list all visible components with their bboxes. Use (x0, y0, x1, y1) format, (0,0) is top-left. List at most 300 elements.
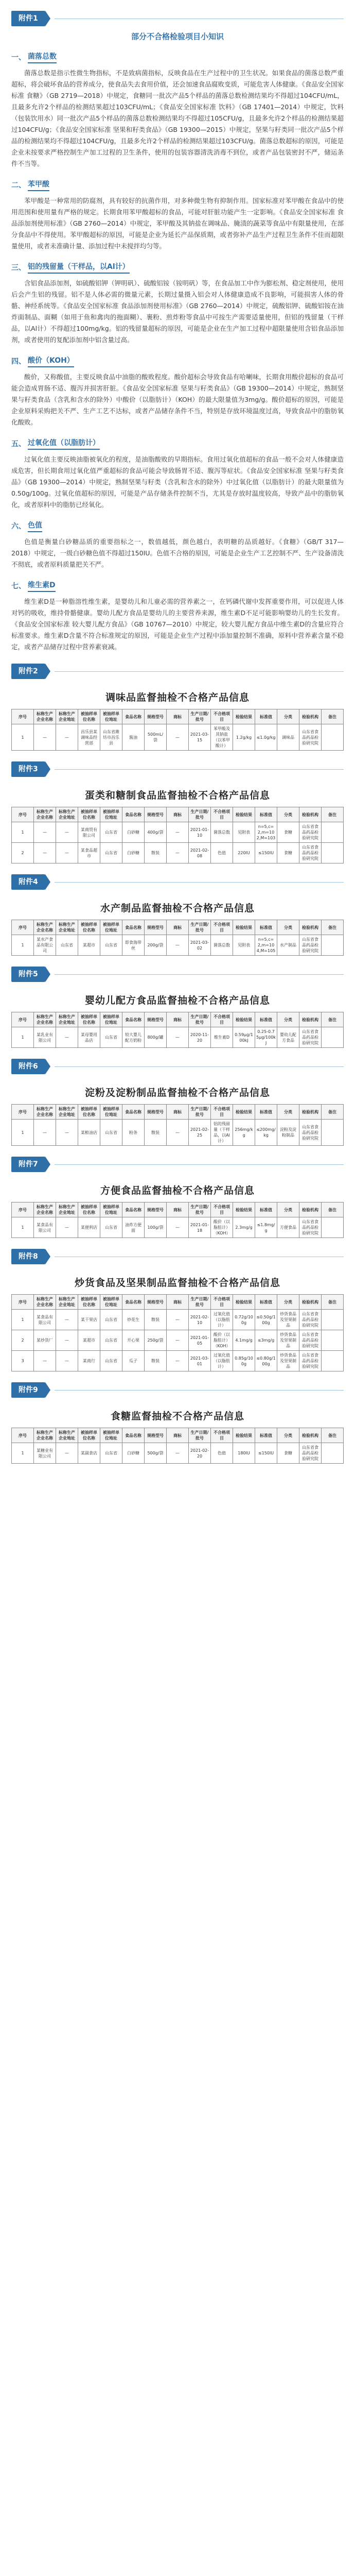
table-header-cell: 分类 (277, 1202, 299, 1217)
table-cell: 色值 (211, 1443, 233, 1464)
table-row (12, 1351, 344, 1371)
table-cell: 100g/袋 (145, 1217, 167, 1238)
table-cell: 2.3mg/g (233, 1217, 255, 1238)
table-cell: — (56, 843, 78, 863)
table-header-cell: 标称生产企业地址 (56, 1428, 78, 1443)
table-header-cell: 检验结果 (233, 807, 255, 822)
table-header-cell: 被抽样单位地址 (100, 1012, 122, 1027)
table-cell: 食糖 (277, 843, 299, 863)
intro-title: 部分不合格检验项目小知识 (131, 32, 224, 41)
table-cell: 开心果 (122, 1330, 145, 1351)
table-cell: 过氧化值（以脂肪计） (211, 1310, 233, 1330)
table-cell: 某粮油店 (78, 1120, 100, 1146)
table-header-cell: 食品名称 (122, 1202, 145, 1217)
table-row (12, 935, 344, 956)
table-cell: 2021-02-10 (189, 1310, 211, 1330)
table-cell: 山东省 (100, 843, 122, 863)
tables-container (11, 662, 344, 1464)
section-number: 一、 (11, 54, 26, 62)
section-heading (11, 355, 344, 367)
table-cell: 山东省食品药品检验研究院 (299, 1351, 322, 1371)
table-cell: — (56, 822, 78, 843)
table-header-cell: 序号 (12, 709, 34, 724)
table-cell: 见附表 (233, 935, 255, 956)
table-cell: 食糖 (277, 822, 299, 843)
table-cell: 食糖 (277, 1443, 299, 1464)
results-table (11, 807, 344, 863)
table-cell: 菌落总数 (211, 935, 233, 956)
table-header-cell: 分类 (277, 920, 299, 935)
table-header-cell: 生产日期/批号 (189, 1295, 211, 1310)
table-header-cell: 序号 (12, 807, 34, 822)
table-cell: 白砂糖 (122, 1443, 145, 1464)
table-header-cell: 标准值 (255, 807, 277, 822)
divider-line (55, 1164, 344, 1165)
table-cell: 256mg/kg (233, 1120, 255, 1146)
table-header-cell: 生产日期/批号 (189, 1202, 211, 1217)
table-cell: 4.1mg/g (233, 1330, 255, 1351)
divider-line (55, 671, 344, 672)
table-cell: 0.25-0.75μg/100kJ (255, 1027, 277, 1048)
section-title: 铝的残留量（干样品，以Al计） (28, 261, 130, 274)
table-header-cell: 商标 (167, 807, 189, 822)
table-header-cell: 不合格项目 (211, 1105, 233, 1120)
table-cell: 0.85g/100g (233, 1351, 255, 1371)
results-table (11, 1104, 344, 1146)
section-heading (11, 261, 344, 274)
table-header-cell: 规格型号 (145, 1012, 167, 1027)
section-title: 过氧化值（以脂肪计） (28, 437, 100, 450)
table-cell: 铝的残留量（干样品，以Al计） (211, 1120, 233, 1146)
table-cell: 散装 (145, 1120, 167, 1146)
results-table (11, 920, 344, 956)
table-cell: 某炒货厂 (34, 1330, 56, 1351)
table-header-cell: 被抽样单位地址 (100, 1202, 122, 1217)
table-header-cell: 序号 (12, 1012, 34, 1027)
section-heading (11, 580, 344, 592)
table-cell: 某食品有限公司 (34, 1217, 56, 1238)
table-header-cell: 检验机构 (299, 1105, 322, 1120)
table-cell: — (34, 822, 56, 843)
table-header-cell: 分类 (277, 807, 299, 822)
table-header-cell: 检验机构 (299, 1202, 322, 1217)
table-cell: n=5,c=2,m=104,M=105 (255, 935, 277, 956)
table-row (12, 1330, 344, 1351)
table-cell: — (56, 1351, 78, 1371)
table-header-cell: 被抽样单位名称 (78, 920, 100, 935)
section-number: 五、 (11, 440, 26, 448)
table-cell: — (34, 843, 56, 863)
table-cell: ≤0.50g/100g (255, 1310, 277, 1330)
table-header-cell: 标称生产企业名称 (34, 1202, 56, 1217)
table-header-cell: 备注 (322, 709, 344, 724)
table-header-cell: 规格型号 (145, 1202, 167, 1217)
section-paragraph: 过氧化值主要反映油脂被氧化的程度，是油脂酸败的早期指标。食用过氧化值超标的食品一般不会对人体健康造成危害，但长期食用过氧化值严重超标的食品可能会导致肠胃不适、腹泻等症状。《食品安全国家标准 坚果与籽类食品》（GB 19300—2014）中规定，熟制坚果与籽类（含乳和含水的除外）中过氧化值（以脂肪计）的最大限量值为0.50g/100g。过氧化值超标的原因，可能是产品存储条件控制不当，尤其是存放时温度较高，导致产品中的脂肪氧化，或者原料中的脂肪已经氧化。 (11, 455, 344, 509)
table-cell: 山东省 (100, 1120, 122, 1146)
table-header-cell: 不合格项目 (211, 807, 233, 822)
table-cell: 白砂糖 (122, 843, 145, 863)
table-header-cell: 检验机构 (299, 1428, 322, 1443)
table-cell: 180IU (233, 1443, 255, 1464)
table-cell: 2021-03-01 (189, 1351, 211, 1371)
divider-line (55, 974, 344, 975)
attachment-header (11, 1057, 344, 1076)
table-cell: 山东省 (100, 1217, 122, 1238)
section-title: 苯甲酸 (28, 179, 49, 191)
table-header-cell: 生产日期/批号 (189, 807, 211, 822)
attachment-tag: 附件1 (11, 11, 45, 26)
table-card (11, 873, 344, 956)
table-cell: 2021-01-18 (189, 1217, 211, 1238)
attachment-header (11, 1247, 344, 1266)
divider-line (55, 1066, 344, 1067)
table-header-row (12, 920, 344, 935)
results-table (11, 1202, 344, 1238)
table-header-cell: 备注 (322, 807, 344, 822)
table-header-cell: 被抽样单位地址 (100, 1295, 122, 1310)
table-cell: 山东省食品药品检验研究院 (299, 724, 322, 751)
table-header-cell: 序号 (12, 1428, 34, 1443)
table-header-cell: 备注 (322, 1012, 344, 1027)
table-title: 方便食品监督抽检不合格产品信息 (100, 1185, 255, 1196)
table-header-cell: 被抽样单位名称 (78, 1428, 100, 1443)
table-cell: 方便食品 (277, 1217, 299, 1238)
section-heading (11, 51, 344, 63)
table-cell: — (56, 1330, 78, 1351)
table-cell: 某副食店 (78, 1443, 100, 1464)
table-cell (322, 822, 344, 843)
table-header-cell: 标称生产企业地址 (56, 1295, 78, 1310)
results-table (11, 1012, 344, 1048)
table-row (12, 1310, 344, 1330)
table-cell: 山东省 (100, 1351, 122, 1371)
table-header-cell: 商标 (167, 709, 189, 724)
table-cell: 山东省 (100, 822, 122, 843)
table-header-cell: 序号 (12, 1105, 34, 1120)
table-row (12, 1120, 344, 1146)
table-cell (322, 1120, 344, 1146)
table-cell: 山东省 (100, 935, 122, 956)
table-header-cell: 商标 (167, 1012, 189, 1027)
table-cell: 某超市 (78, 935, 100, 956)
table-cell: 炒花生 (122, 1310, 145, 1330)
table-cell: 炒货食品及坚果制品 (277, 1310, 299, 1330)
table-card (11, 760, 344, 863)
table-header-cell: 标称生产企业名称 (34, 1428, 56, 1443)
table-header-cell: 检验结果 (233, 1295, 255, 1310)
table-header-cell: 被抽样单位地址 (100, 1105, 122, 1120)
table-title: 淀粉及淀粉制品监督抽检不合格产品信息 (84, 1087, 270, 1098)
table-cell: 山东省 (100, 1330, 122, 1351)
table-cell: ≤0.80g/100g (255, 1351, 277, 1371)
table-cell: — (167, 935, 189, 956)
table-cell: — (56, 724, 78, 751)
table-cell: 见附表 (233, 822, 255, 843)
table-cell: 维生素D (211, 1027, 233, 1048)
table-cell: 2021-02-25 (189, 1120, 211, 1146)
table-row (12, 843, 344, 863)
table-header-cell: 被抽样单位地址 (100, 709, 122, 724)
attachment-header (11, 662, 344, 681)
table-header-cell: 标称生产企业名称 (34, 1012, 56, 1027)
attachment-header (11, 760, 344, 778)
table-cell: 1 (12, 935, 34, 956)
table-header-cell: 商标 (167, 1105, 189, 1120)
table-cell: — (34, 1351, 56, 1371)
table-cell: 山东省食品药品检验研究院 (299, 822, 322, 843)
table-cell: ≤200mg/kg (255, 1120, 277, 1146)
table-header-cell: 规格型号 (145, 807, 167, 822)
table-header-cell: 不合格项目 (211, 1428, 233, 1443)
section-paragraph: 酸价，又称酸值，主要反映食品中油脂的酸败程度。酸价超标会导致食品有哈喇味，长期食用酸价超标的食品可能会造成胃肠不适、腹泻并损害肝脏。《食品安全国家标准 坚果与籽类食品》（GB 19300—2014）中规定，熟制坚果与籽类食品（含乳和含水的除外）中酸价（以脂肪计）（KOH）的最大限量值为3mg/g。酸价超标的原因，可能是企业原料采购把关不严、生产工艺不达标，或者产品储存条件不当，特别是存放环境温度过高，导致食品中的脂肪氧化酸败。 (11, 373, 344, 426)
table-cell: 调味品 (277, 724, 299, 751)
table-cell (322, 935, 344, 956)
table-cell: — (167, 1351, 189, 1371)
divider-line (55, 1390, 344, 1391)
table-cell: 油炸方便面 (122, 1217, 145, 1238)
attachment-tag: 附件6 (11, 1059, 45, 1074)
table-cell: — (167, 1217, 189, 1238)
table-cell: — (167, 822, 189, 843)
table-cell: 苯甲酸及其钠盐（以苯甲酸计） (211, 724, 233, 751)
table-header-cell: 商标 (167, 1202, 189, 1217)
table-cell: 某糖业有限公司 (34, 1443, 56, 1464)
attachment-header (11, 1155, 344, 1174)
table-header-cell: 规格型号 (145, 920, 167, 935)
section-heading (11, 179, 344, 191)
table-header-cell: 序号 (12, 920, 34, 935)
attachment-tag: 附件2 (11, 664, 45, 679)
table-cell: 色值 (211, 843, 233, 863)
table-cell: 炒货食品及坚果制品 (277, 1330, 299, 1351)
section-heading (11, 520, 344, 532)
table-cell: 较大婴儿配方奶粉 (122, 1027, 145, 1048)
table-header-cell: 食品名称 (122, 1105, 145, 1120)
table-cell (322, 1217, 344, 1238)
table-cell: 山东省食品药品检验研究院 (299, 1443, 322, 1464)
table-title: 调味品监督抽检不合格产品信息 (105, 692, 250, 703)
table-header-cell: 标称生产企业地址 (56, 1012, 78, 1027)
attachment-header (11, 1381, 344, 1399)
table-cell (322, 724, 344, 751)
attachment-header (11, 873, 344, 891)
section-title: 维生素D (28, 580, 56, 592)
table-header-cell: 食品名称 (122, 1428, 145, 1443)
table-header-cell: 规格型号 (145, 1105, 167, 1120)
table-cell: 炒货食品及坚果制品 (277, 1351, 299, 1371)
table-cell: 220IU (233, 843, 255, 863)
table-cell: — (167, 1027, 189, 1048)
table-cell (322, 1310, 344, 1330)
table-header-row (12, 1202, 344, 1217)
table-cell: 1 (12, 1120, 34, 1146)
attachment-tag: 附件5 (11, 967, 45, 982)
table-cell: 山东省食品药品检验研究院 (299, 843, 322, 863)
table-cell: ≤150IU (255, 1443, 277, 1464)
table-cell: — (56, 1217, 78, 1238)
table-cell: 2 (12, 843, 34, 863)
table-cell: 某干果店 (78, 1310, 100, 1330)
table-row (12, 724, 344, 751)
table-cell: 淀粉及淀粉制品 (277, 1120, 299, 1146)
table-header-cell: 分类 (277, 709, 299, 724)
table-cell: 2021-02-20 (189, 1443, 211, 1464)
table-card (11, 1057, 344, 1146)
table-header-row (12, 1428, 344, 1443)
table-cell: 酱油 (122, 724, 145, 751)
table-cell: 婴幼儿配方食品 (277, 1027, 299, 1048)
section-number: 六、 (11, 522, 26, 531)
table-cell: 2020-11-20 (189, 1027, 211, 1048)
table-cell: 1 (12, 1310, 34, 1330)
table-header-cell: 备注 (322, 1428, 344, 1443)
table-header-cell: 检验机构 (299, 920, 322, 935)
table-header-cell: 食品名称 (122, 807, 145, 822)
table-cell: 2 (12, 1330, 34, 1351)
table-title: 食糖监督抽检不合格产品信息 (110, 1411, 244, 1422)
table-header-cell: 检验结果 (233, 709, 255, 724)
table-cell: 山东省 (100, 1310, 122, 1330)
table-header-cell: 标准值 (255, 1105, 277, 1120)
table-cell: 1 (12, 1443, 34, 1464)
table-cell: 菌落总数 (211, 822, 233, 843)
table-header-cell: 备注 (322, 1105, 344, 1120)
table-cell: — (56, 1027, 78, 1048)
table-header-cell: 备注 (322, 920, 344, 935)
table-cell: 山东省食品药品检验研究院 (299, 935, 322, 956)
table-header-cell: 检验机构 (299, 807, 322, 822)
table-card (11, 1155, 344, 1238)
table-cell: 2021-02-08 (189, 843, 211, 863)
divider-line (55, 882, 344, 883)
table-header-cell: 检验机构 (299, 709, 322, 724)
table-header-cell: 标称生产企业名称 (34, 1295, 56, 1310)
table-cell: 山东省 (100, 1027, 122, 1048)
table-header-cell: 分类 (277, 1012, 299, 1027)
table-cell: 某超市 (78, 1330, 100, 1351)
table-card (11, 965, 344, 1048)
table-cell: 某水产食品有限公司 (34, 935, 56, 956)
table-cell: 某食品超市 (78, 843, 100, 863)
attachment-header-1 (11, 9, 344, 28)
table-cell: 某便利店 (78, 1217, 100, 1238)
table-header-cell: 标称生产企业地址 (56, 807, 78, 822)
table-header-cell: 被抽样单位地址 (100, 1428, 122, 1443)
table-cell: 白砂糖 (122, 822, 145, 843)
table-header-cell: 商标 (167, 1295, 189, 1310)
table-header-cell: 标称生产企业地址 (56, 1105, 78, 1120)
table-header-cell: 不合格项目 (211, 1202, 233, 1217)
table-header-cell: 标准值 (255, 709, 277, 724)
table-cell: 400g/袋 (145, 822, 167, 843)
table-cell: ≤3mg/g (255, 1330, 277, 1351)
section-heading (11, 437, 344, 450)
table-cell: 过氧化值（以脂肪计） (211, 1351, 233, 1371)
table-cell: 散装 (145, 1310, 167, 1330)
table-cell: 瓜子 (122, 1351, 145, 1371)
table-cell: — (167, 843, 189, 863)
table-row (12, 822, 344, 843)
table-cell: 即食海带丝 (122, 935, 145, 956)
table-cell (322, 1443, 344, 1464)
table-header-cell: 食品名称 (122, 920, 145, 935)
table-header-cell: 标准值 (255, 920, 277, 935)
table-header-cell: 标称生产企业名称 (34, 709, 56, 724)
table-header-cell: 被抽样单位地址 (100, 807, 122, 822)
table-header-row (12, 1012, 344, 1027)
attachment-tag: 附件4 (11, 874, 45, 890)
section-title: 色值 (28, 520, 42, 532)
table-header-cell: 生产日期/批号 (189, 1012, 211, 1027)
table-header-cell: 商标 (167, 920, 189, 935)
table-header-cell: 被抽样单位名称 (78, 1295, 100, 1310)
table-header-cell: 被抽样单位名称 (78, 1012, 100, 1027)
table-card (11, 1247, 344, 1371)
results-table (11, 1428, 344, 1464)
section-paragraph: 含铝食品添加剂，如硫酸铝钾（钾明矾）、硫酸铝铵（铵明矾）等，在食品加工中作为膨松剂、稳定剂使用，使用后会产生铝的残留。铝不是人体必需的微量元素，长期过量摄入铝会对人体健康造成不良影响，可能损害人体的骨骼、神经系统等。《食品安全国家标准 食品添加剂使用标准》（GB 2760—2014）中规定，硫酸铝钾、硫酸铝铵在油炸面制品、面糊（如用于鱼和禽肉的拖面糊）、裹粉、煎炸粉等食品中可按生产需要适量使用，但铝的残留量（干样品，以Al计）不得超过100mg/kg。铝的残留量超标的原因，可能是企业在生产加工过程中超限量使用含铝食品添加剂，或者使用的复配添加剂中铝含量过高。 (11, 279, 344, 344)
table-cell: — (56, 1120, 78, 1146)
table-cell: 0.59μg/100kJ (233, 1027, 255, 1048)
table-card (11, 662, 344, 751)
table-header-cell: 标称生产企业名称 (34, 1105, 56, 1120)
table-header-cell: 规格型号 (145, 1428, 167, 1443)
table-header-cell: 规格型号 (145, 709, 167, 724)
attachment-tag: 附件9 (11, 1382, 45, 1398)
section-title: 酸价（KOH） (28, 355, 74, 367)
table-cell: 0.72g/100g (233, 1310, 255, 1330)
table-cell: — (56, 1310, 78, 1330)
table-cell: 某商行 (78, 1351, 100, 1371)
table-cell: — (167, 724, 189, 751)
table-cell: 散装 (145, 1351, 167, 1371)
section-paragraph: 苯甲酸是一种常用的防腐剂，具有较好的抗菌作用，对多种微生物有抑制作用。国家标准对苯甲酸在食品中的使用范围和使用量有严格的规定。长期食用苯甲酸超标的食品，可能对肝脏功能产生一定影响。《食品安全国家标准 食品添加剂使用标准》（GB 2760—2014）中规定，苯甲酸及其钠盐在调味品、腌渍的蔬菜等食品中有限量使用，在部分食品中不得使用。苯甲酸超标的原因，可能是企业为延长产品保质期，或者弥补产品生产过程卫生条件不佳而超限量使用，或者未准确计量、添加过程中未搅拌均匀等。 (11, 197, 344, 250)
table-header-cell: 检验机构 (299, 1012, 322, 1027)
table-cell: 2021-01-05 (189, 1330, 211, 1351)
table-cell: 1 (12, 1027, 34, 1048)
table-cell: ≤150IU (255, 843, 277, 863)
table-row (12, 1217, 344, 1238)
table-header-cell: 标准值 (255, 1202, 277, 1217)
table-header-cell: 检验结果 (233, 1012, 255, 1027)
table-cell: 山东省食品药品检验研究院 (299, 1027, 322, 1048)
intro-sections (11, 51, 344, 653)
table-cell: 粉条 (122, 1120, 145, 1146)
table-cell: 800g/罐 (145, 1027, 167, 1048)
table-header-cell: 生产日期/批号 (189, 1428, 211, 1443)
table-cell: 500mL/袋 (145, 724, 167, 751)
table-cell: — (167, 1310, 189, 1330)
section-number: 三、 (11, 264, 26, 272)
table-header-cell: 检验机构 (299, 1295, 322, 1310)
table-cell: 某母婴用品店 (78, 1027, 100, 1048)
table-header-cell: 标称生产企业名称 (34, 807, 56, 822)
table-header-row (12, 709, 344, 724)
table-header-row (12, 1105, 344, 1120)
table-cell: 山东省食品药品检验研究院 (299, 1310, 322, 1330)
table-header-cell: 备注 (322, 1202, 344, 1217)
table-cell: — (167, 1443, 189, 1464)
table-header-cell: 标准值 (255, 1295, 277, 1310)
section-number: 四、 (11, 358, 26, 366)
section-number: 二、 (11, 181, 26, 190)
table-cell: — (34, 724, 56, 751)
table-header-cell: 检验结果 (233, 920, 255, 935)
table-cell: 山东省食品药品检验研究院 (299, 1217, 322, 1238)
table-header-cell: 标称生产企业地址 (56, 1202, 78, 1217)
table-cell: 某商贸有限公司 (78, 822, 100, 843)
section-paragraph: 菌落总数是指示性微生物指标，不是致病菌指标，反映食品在生产过程中的卫生状况。如果食品的菌落总数严重超标，将会破坏食品的营养成分，使食品失去食用价值，还会加速食品腐败变质，可能危害人体健康。《食品安全国家标准 食糖》（GB 2719—2018）中规定，食糖同一批次产品5个样品的菌落总数检测结果均不得超过104CFU/mL，且最多允许2个样品的检测结果超过103CFU/mL；《食品安全国家标准 饮料》（GB 17401—2014）中规定，饮料（包装饮用水）同一批次产品5个样品的菌落总数检测结果均不得超过105CFU/g，且最多允许2个样品的检测结果超过104CFU/g；《食品安全国家标准 坚果和籽类食品》（GB 19300—2015）中规定，坚果与籽类同一批次产品5个样品的检测结果均不得超过104CFU/g，且最多允许2个样品的检测结果超过103CFU/g。菌落总数超标的原因，可能是企业未按要求严格控制生产加工过程的卫生条件，使用的包装容器清洗消毒不到位，或者产品包装密封不严，储运条件不当等。 (11, 69, 344, 167)
table-cell: 山东省食品药品检验研究院 (299, 1330, 322, 1351)
